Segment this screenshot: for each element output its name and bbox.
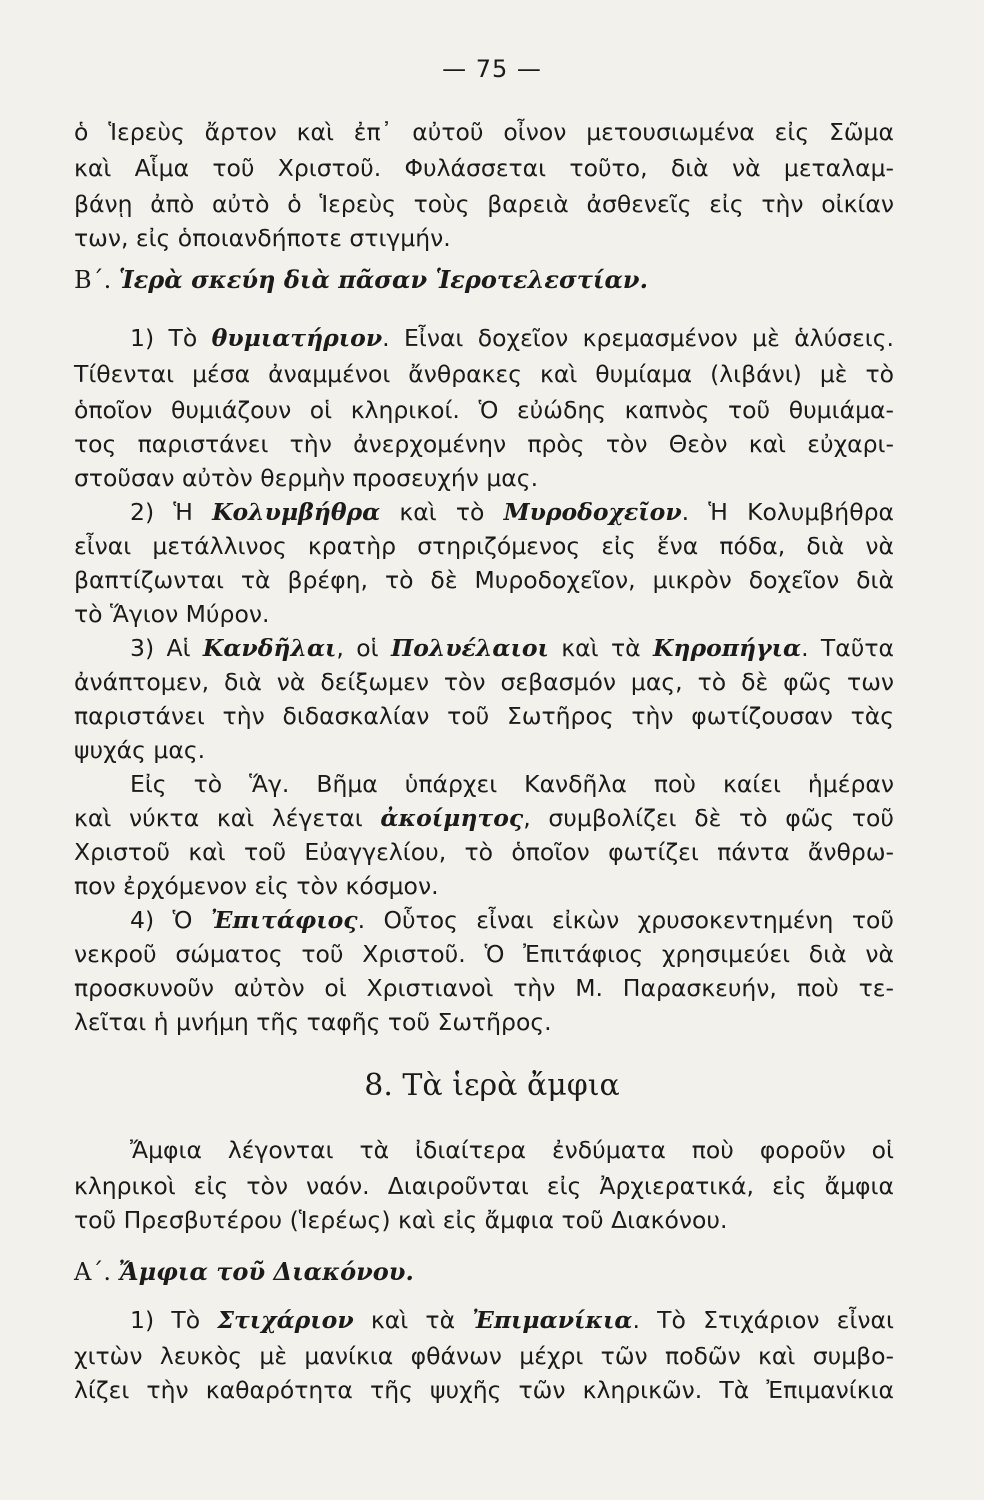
term-myrodocheion: Μυροδοχεῖον — [503, 498, 682, 526]
text-line: ἀνάπτομεν, διὰ νὰ δείξωμεν τὸν σεβασμόν μας, τὸ δὲ φῶς των — [74, 668, 894, 696]
item-text: καὶ τὰ — [353, 1306, 473, 1334]
text-line-akoimitos — [74, 802, 894, 834]
text-line: Τίθενται μέσα ἀναμμένοι ἄνθρακες καὶ θυμίαμα (λιβάνι) μὲ τὸ — [74, 360, 894, 388]
item-3-first-line — [130, 632, 894, 664]
text-line: εἶναι μετάλλινος κρατὴρ στηριζόμενος εἰς ἕνα πόδα, διὰ νὰ — [74, 532, 894, 560]
item-text: καὶ τὰ — [548, 634, 653, 662]
item-text: . Ταῦτα — [801, 634, 894, 662]
text-line: Εἰς τὸ Ἅγ. Βῆμα ὑπάρχει Κανδῆλα ποὺ καίει ἡμέραν — [130, 770, 894, 798]
section-number: Α΄. — [74, 1258, 111, 1286]
item-text: . Ἡ Κολυμβήθρα — [681, 498, 894, 526]
term-akoimitos: ἀκοίμητος — [380, 804, 524, 832]
item-text: . Οὗτος εἶναι εἰκὼν χρυσοκεντημένη τοῦ — [357, 906, 894, 934]
text-line: ψυχάς μας. — [74, 736, 206, 764]
text-line: βάνῃ ἀπὸ αὐτὸ ὁ Ἱερεὺς τοὺς βαρειὰ ἀσθενεῖς εἰς τὴν οἰκίαν — [74, 190, 894, 218]
text-line: τος παριστάνει τὴν ἀνερχομένην πρὸς τὸν Θεὸν καὶ εὐχαρι- — [74, 430, 894, 458]
item-text: καὶ τὸ — [380, 498, 504, 526]
text-line: τὸ Ἅγιον Μύρον. — [74, 600, 270, 628]
item-text: . Εἶναι δοχεῖον κρεμασμένον μὲ ἁλύσεις. — [382, 324, 894, 352]
item-1-first-line — [130, 322, 894, 354]
item-prefix: 1) Τὸ — [130, 324, 212, 352]
chapter-heading: 8. Τὰ ἱερὰ ἄμφια — [364, 1068, 620, 1103]
text-line: ὁ Ἱερεὺς ἄρτον καὶ ἐπ᾽ αὐτοῦ οἶνον μετουσιωμένα εἰς Σῶμα — [74, 118, 894, 146]
text-line: λεῖται ἡ μνήμη τῆς ταφῆς τοῦ Σωτῆρος. — [74, 1008, 552, 1036]
section-title: Ἄμφια τοῦ Διακόνου. — [118, 1257, 414, 1286]
item-prefix: 3) Αἱ — [130, 634, 203, 662]
item-prefix: 2) Ἡ — [130, 498, 213, 526]
term-polyelaioi: Πολυέλαιοι — [390, 634, 549, 662]
text-line: προσκυνοῦν αὐτὸν οἱ Χριστιανοὶ τὴν Μ. Παρασκευήν, ποὺ τε- — [74, 974, 894, 1002]
item-text: , οἱ — [336, 634, 391, 662]
item-prefix: 4) Ὁ — [130, 906, 211, 934]
section-title: Ἱερὰ σκεύη διὰ πᾶσαν Ἱεροτελεστίαν. — [118, 265, 648, 294]
text-line: στοῦσαν αὐτὸν θερμὴν προσευχήν μας. — [74, 464, 539, 492]
text-line: Ἄμφια λέγονται τὰ ἰδιαίτερα ἐνδύματα ποὺ φοροῦν οἱ — [130, 1136, 894, 1164]
text-line: ὁποῖον θυμιάζουν οἱ κληρικοί. Ὁ εὐώδης καπνὸς τοῦ θυμιάμα- — [74, 396, 894, 424]
section-number: Β΄. — [74, 266, 112, 294]
text-line: καὶ Αἷμα τοῦ Χριστοῦ. Φυλάσσεται τοῦτο, διὰ νὰ μεταλαμ- — [74, 154, 894, 182]
term-epitafios: Ἐπιτάφιος — [210, 906, 358, 934]
item-2-first-line — [130, 496, 894, 528]
text-line: βαπτίζωνται τὰ βρέφη, τὸ δὲ Μυροδοχεῖον, μικρὸν δοχεῖον διὰ — [74, 566, 894, 594]
text-line: των, εἰς ὁποιανδήποτε στιγμήν. — [74, 224, 451, 252]
text-line: κληρικοὶ εἰς τὸν ναόν. Διαιροῦνται εἰς Ἀρχιερατικά, εἰς ἄμφια — [74, 1172, 894, 1200]
text-line: πον ἐρχόμενον εἰς τὸν κόσμον. — [74, 872, 439, 900]
section-heading-b — [74, 264, 648, 296]
item-4-first-line — [130, 904, 894, 936]
item-text: . Τὸ Στιχάριον εἶναι — [632, 1306, 894, 1334]
item-text: καὶ νύκτα καὶ λέγεται — [74, 804, 381, 832]
text-line: χιτὼν λευκὸς μὲ μανίκια φθάνων μέχρι τῶν ποδῶν καὶ συμβο- — [74, 1342, 894, 1370]
text-line: νεκροῦ σώματος τοῦ Χριστοῦ. Ὁ Ἐπιτάφιος χρησιμεύει διὰ νὰ — [74, 940, 894, 968]
section-heading-a — [74, 1256, 414, 1288]
text-line: παριστάνει τὴν διδασκαλίαν τοῦ Σωτῆρος τὴν φωτίζουσαν τὰς — [74, 702, 894, 730]
item-text: , συμβολίζει δὲ τὸ φῶς τοῦ — [523, 804, 894, 832]
term-kolymvithra: Κολυμβήθρα — [212, 498, 381, 526]
term-epimanikia: Ἐπιμανίκια — [472, 1306, 633, 1334]
item-a1-first-line — [130, 1304, 894, 1336]
term-kiropigia: Κηροπήγια — [652, 634, 802, 662]
term-sticharion: Στιχάριον — [217, 1306, 354, 1334]
text-line: λίζει τὴν καθαρότητα τῆς ψυχῆς τῶν κληρικῶν. Τὰ Ἐπιμανίκια — [74, 1376, 894, 1404]
text-line: τοῦ Πρεσβυτέρου (Ἱερέως) καὶ εἰς ἄμφια τοῦ Διακόνου. — [74, 1206, 728, 1234]
text-line: Χριστοῦ καὶ τοῦ Εὐαγγελίου, τὸ ὁποῖον φωτίζει πάντα ἄνθρω- — [74, 838, 894, 866]
page-number: — 75 — — [442, 55, 542, 83]
item-prefix: 1) Τὸ — [130, 1306, 218, 1334]
term-kandilai: Κανδῆλαι — [202, 634, 337, 662]
term-thymiaterion: θυμιατήριον — [211, 324, 383, 352]
